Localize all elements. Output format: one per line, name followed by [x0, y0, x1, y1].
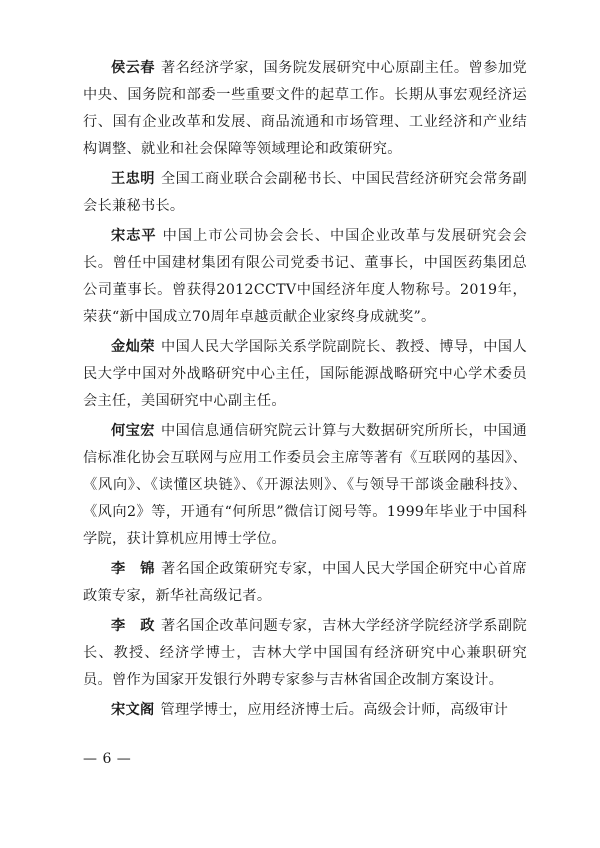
bio-paragraph-li-jin	[83, 556, 527, 610]
document-body	[83, 55, 527, 727]
bio-text: 中国人民大学国际关系学院副院长、教授、博导，中国人民大学中国对外战略研究中心主任，国际能源战略研究中心学术委员会主任，美国研究中心副主任。	[83, 339, 527, 409]
person-name: 李 锦	[111, 561, 155, 577]
bio-paragraph-song-zhiping	[83, 223, 527, 331]
bio-paragraph-li-zheng	[83, 613, 527, 694]
person-name: 侯云春	[111, 60, 155, 76]
bio-text: 中国信息通信研究院云计算与大数据研究所所长，中国通信标准化协会互联网与应用工作委员会主席等著有《互联网的基因》、《风向》、《读懂区块链》、《开源法则》、《与领导干部谈金融科技》、《风向2》等，开通有“何所思”微信订阅号等。1999年毕业于中国科学院，获计算机应用博士学位。	[83, 423, 527, 547]
person-name: 李 政	[111, 618, 155, 634]
bio-paragraph-jin-canrong	[83, 334, 527, 415]
bio-text: 中国上市公司协会会长、中国企业改革与发展研究会会长。曾任中国建材集团有限公司党委书记、董事长，中国医药集团总公司董事长。曾获得2012CCTV中国经济年度人物称号。2019年，荣获“新中国成立70周年卓越贡献企业家终身成就奖”。	[83, 228, 527, 325]
person-name: 何宝宏	[111, 423, 155, 439]
bio-paragraph-wang-zhongming	[83, 166, 527, 220]
bio-paragraph-hou-yunchun	[83, 55, 527, 163]
bio-text: 著名国企改革问题专家，吉林大学经济学院经济学系副院长、教授、经济学博士，吉林大学中国国有经济研究中心兼职研究员。曾作为国家开发银行外聘专家参与吉林省国企改制方案设计。	[83, 618, 527, 688]
bio-text: 著名国企政策研究专家，中国人民大学国企研究中心首席政策专家，新华社高级记者。	[83, 561, 527, 604]
person-name: 宋志平	[111, 228, 157, 244]
bio-text: 著名经济学家，国务院发展研究中心原副主任。曾参加党中央、国务院和部委一些重要文件的起草工作。长期从事宏观经济运行、国有企业改革和发展、商品流通和市场管理、工业经济和产业结构调整、就业和社会保障等领域理论和政策研究。	[83, 60, 527, 157]
person-name: 宋文阁	[111, 702, 155, 718]
person-name: 金灿荣	[111, 339, 155, 355]
bio-paragraph-song-wenge	[83, 697, 527, 724]
bio-paragraph-he-baohong	[83, 418, 527, 553]
bio-text: 全国工商业联合会副秘书长、中国民营经济研究会常务副会长兼秘书长。	[83, 171, 527, 214]
page-number: — 6 —	[83, 751, 132, 767]
bio-text: 管理学博士，应用经济博士后。高级会计师，高级审计	[160, 702, 509, 718]
person-name: 王忠明	[111, 171, 155, 187]
